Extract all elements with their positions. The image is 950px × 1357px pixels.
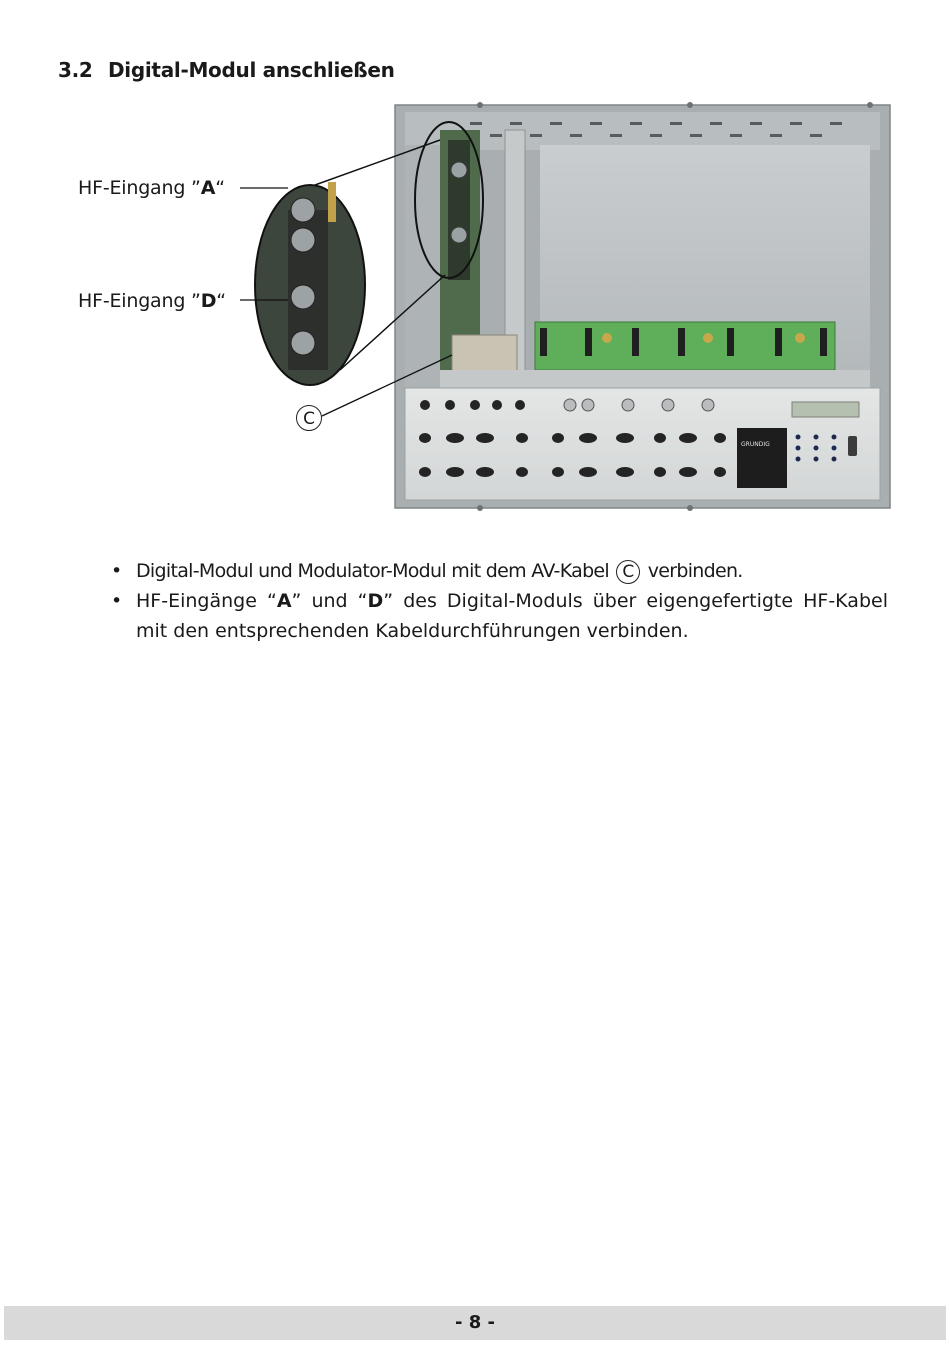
- callout-a-letter: A: [200, 177, 216, 199]
- inline-marker-c: C: [616, 560, 640, 584]
- bullet-2-letter-a: A: [276, 590, 292, 612]
- instruction-list: [108, 556, 888, 646]
- av-cable: [452, 335, 517, 375]
- bullet-icon: •: [111, 590, 123, 612]
- section-title: Digital-Modul anschließen: [108, 58, 395, 82]
- bullet-1-text: Digital-Modul und Modulator-Modul mit dem AV-Kabel: [136, 560, 609, 582]
- bullet-2-text-1: HF-Eingänge “: [136, 590, 277, 612]
- list-item: [108, 556, 888, 586]
- callout-hf-input-a: [78, 177, 225, 199]
- section-number: 3.2: [58, 58, 93, 82]
- bullet-icon: •: [111, 560, 122, 582]
- brand-label: GRUNDIG: [741, 441, 770, 448]
- callout-d-prefix: HF-Eingang ”: [78, 290, 201, 312]
- list-item: [108, 586, 888, 646]
- serial-port: [848, 436, 857, 456]
- callout-a-suffix: “: [215, 177, 225, 199]
- page-footer: [4, 1306, 946, 1340]
- bullet-2-text-3: ” des Digital-Moduls über eigengefertigte HF-Kabel mit den entsprechenden Kabeldurchführungen verbinden.: [136, 590, 888, 642]
- callout-d-letter: D: [200, 290, 217, 312]
- callout-marker-c: C: [296, 405, 322, 431]
- callout-d-suffix: “: [216, 290, 226, 312]
- section-heading: [58, 58, 395, 82]
- callout-a-prefix: HF-Eingang ”: [78, 177, 201, 199]
- page-number: - 8 -: [455, 1312, 495, 1333]
- brand-plate: [737, 428, 787, 488]
- device-photo: [240, 100, 900, 520]
- bullet-2-letter-d: D: [367, 590, 384, 612]
- lcd-display: [792, 402, 859, 417]
- bullet-1-suffix: verbinden.: [647, 560, 743, 582]
- callout-hf-input-d: [78, 290, 226, 312]
- bullet-2-text-2: ” und “: [291, 590, 368, 612]
